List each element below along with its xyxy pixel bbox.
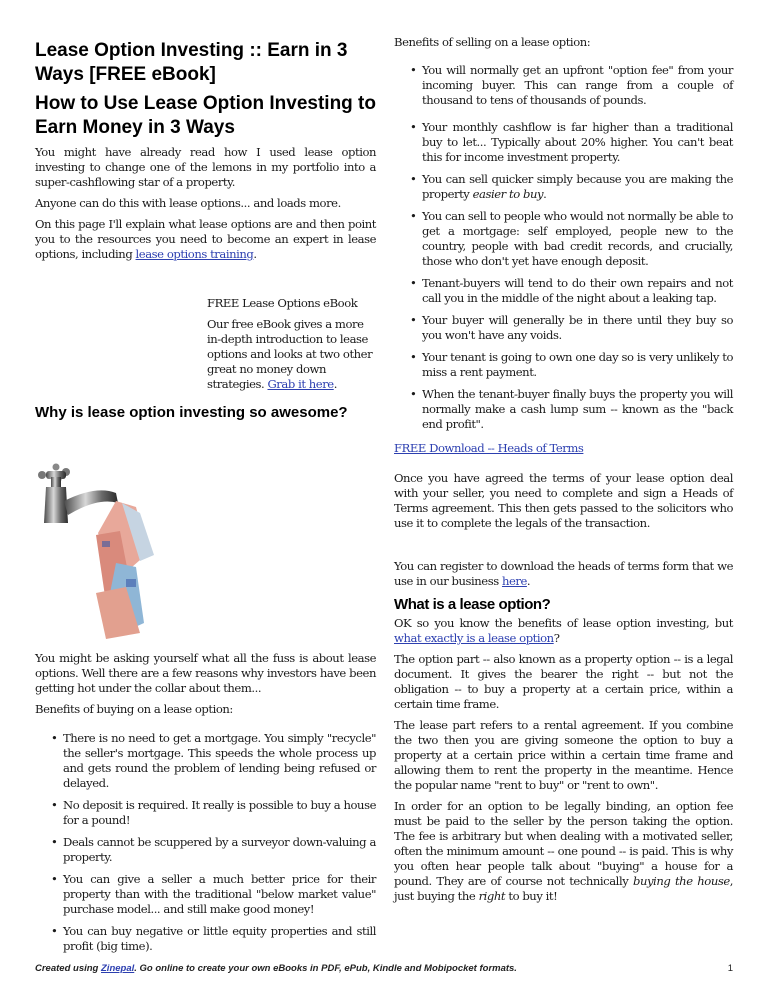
ebook-promo-box <box>207 296 377 392</box>
list-item: • Your monthly cashflow is far higher than a traditional buy to let... Typically about 20% higher. You can't beat this for income investment property. <box>394 120 733 165</box>
page-number: 1 <box>727 963 733 974</box>
document-title: Lease Option Investing :: Earn in 3 Ways [FREE eBook] <box>35 40 348 85</box>
left-lower-content <box>35 651 376 954</box>
list-item: • Your tenant is going to own one day so is very unlikely to miss a rent payment. <box>394 350 733 380</box>
list-item: • You can sell quicker simply because you are making the property easier to buy. <box>394 172 733 202</box>
page-footer: Created using Zinepal. Go online to create your own eBooks in PDF, ePub, Kindle and Mobipocket formats. 1 <box>35 963 733 974</box>
register-here-link[interactable]: here <box>501 574 527 588</box>
why-heading: Why is lease option investing so awesome? <box>35 404 348 421</box>
ebook-promo-title: FREE Lease Options eBook <box>207 296 358 310</box>
list-item: • Tenant-buyers will tend to do their own repairs and not call you in the middle of the night about a leaking tap. <box>394 276 733 306</box>
faucet-money-image <box>36 463 176 643</box>
list-item: • You can sell to people who would not normally be able to get a mortgage: self employed, people new to the country, people with bad credit records, and crucially, those who don't yet have enough deposit. <box>394 209 733 269</box>
fuss-paragraph: You might be asking yourself what all the fuss is about lease options. Well there are a few reasons why investors have been getting hot under the collar about them... <box>35 651 376 695</box>
ebook-promo-body: Our free eBook gives a more in-depth introduction to lease options and looks at two other great no money down strategies. Grab it here. <box>207 317 373 391</box>
selling-benefits-list <box>394 63 733 432</box>
right-column <box>394 35 733 904</box>
list-item: • You can buy negative or little equity properties and still profit (big time). <box>35 924 376 954</box>
what-is-lease-option-link[interactable]: what exactly is a lease option <box>394 631 554 645</box>
list-item: • You can give a seller a much better price for their property than with the traditional "below market value" purchase model... and still make good money! <box>35 872 376 917</box>
list-item: • When the tenant-buyer finally buys the property you will normally make a cash lump sum -- known as the "back end profit". <box>394 387 733 432</box>
register-paragraph: You can register to download the heads of terms form that we use in our business here. <box>394 559 733 588</box>
heads-of-terms-download-link[interactable]: FREE Download -- Heads of Terms <box>394 441 584 455</box>
heads-of-terms-paragraph: Once you have agreed the terms of your lease option deal with your seller, you need to complete and sign a Heads of Terms agreement. This then gets passed to the solicitors who use it to complete the legals of the transaction. <box>394 471 733 530</box>
intro-paragraph-2: Anyone can do this with lease options... and loads more. <box>35 196 341 210</box>
option-fee-paragraph: In order for an option to be legally binding, an option fee must be paid to the seller by the person taking the option. The fee is arbitrary but when dealing with a motivated seller, often the minimum amount -- one pound -- is paid. This is why you often hear people talk about "buying" a house for a pound. They are of course not technically buying the house, just buying the right to buy it! <box>394 799 733 903</box>
ok-paragraph: OK so you know the benefits of lease option investing, but what exactly is a lease option? <box>394 616 733 645</box>
lease-part-paragraph: The lease part refers to a rental agreement. If you combine the two then you are giving someone the option to buy a property at a certain price within a certain time frame and allowing them to rent the property in the meantime. Hence the popular name "rent to buy" or "rent to own". <box>394 718 733 792</box>
option-part-paragraph: The option part -- also known as a property option -- is a legal document. It gives the bearer the right -- but not the obligation -- to buy a property at a certain price, within a certain time frame. <box>394 652 733 711</box>
left-column <box>35 0 376 262</box>
list-item: • There is no need to get a mortgage. You simply "recycle" the seller's mortgage. This speeds the whole process up and gets round the problem of lending being refused or delayed. <box>35 731 376 791</box>
grab-it-here-link[interactable]: Grab it here <box>267 377 334 391</box>
intro-paragraph-1: You might have already read how I used lease option investing to change one of the lemons in my portfolio into a super-cashflowing star of a property. <box>35 145 376 189</box>
buying-benefits-heading: Benefits of buying on a lease option: <box>35 702 233 716</box>
buying-benefits-list <box>35 731 376 954</box>
list-item: • No deposit is required. It really is possible to buy a house for a pound! <box>35 798 376 828</box>
list-item: • Deals cannot be scuppered by a surveyor down-valuing a property. <box>35 835 376 865</box>
lease-options-training-link[interactable]: lease options training <box>135 247 254 261</box>
list-item: • Your buyer will generally be in there until they buy so you won't have any voids. <box>394 313 733 343</box>
intro-paragraph-3: On this page I'll explain what lease options are and then point you to the resources you need to become an expert in lease options, including lease options training. <box>35 217 376 261</box>
list-item: • You will normally get an upfront "option fee" from your incoming buyer. This can range from a couple of thousand to tens of thousands of pounds. <box>394 63 733 108</box>
document-subtitle: How to Use Lease Option Investing to Earn Money in 3 Ways <box>35 93 376 138</box>
faucet-image-icon <box>36 463 176 643</box>
what-is-lease-option-heading: What is a lease option? <box>394 596 551 613</box>
zinepal-link[interactable]: Zinepal <box>101 963 135 974</box>
selling-benefits-heading: Benefits of selling on a lease option: <box>394 35 591 49</box>
